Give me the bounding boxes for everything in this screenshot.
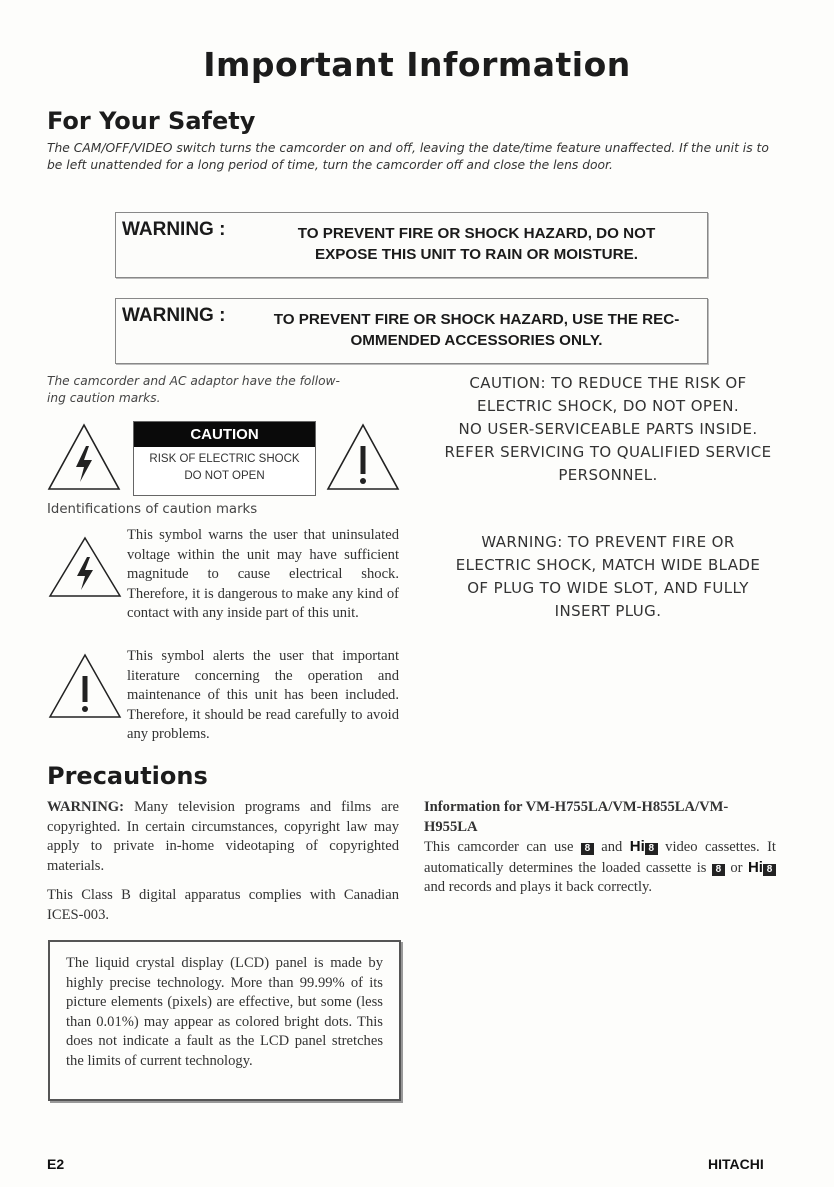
caution-intro-line: The camcorder and AC adaptor have the follow- [47,374,340,388]
hi8-tape-icon: 8 [645,843,658,855]
hi8-tape-icon: 8 [763,864,776,876]
right-caution-block [418,372,798,487]
brand-name: HITACHI [708,1156,764,1172]
copyright-warning-lead: WARNING: [47,799,125,815]
right-warning-line: OF PLUG TO WIDE SLOT, AND FULLY [467,579,749,597]
warning-box-accessories [115,298,708,364]
symbol2-description: This symbol alerts the user that important literature concerning the operation and maintenance of this unit has been included. Therefore, it should be read carefully to avoid any problems. [127,648,399,742]
warning-text [252,223,701,265]
right-caution-line: PERSONNEL. [558,466,658,484]
model-info-text [424,837,776,898]
symbol1-description: This symbol warns the user that uninsulated voltage within the unit may have sufficient magnitude to cause electrical shock. Therefore, it is dangerous to make any kind of contact with any inside part of this unit. [127,527,399,621]
safety-intro: The CAM/OFF/VIDEO switch turns the camcorder on and off, leaving the date/time feature unaffected. If the unit is to be left unattended for a long period of time, turn the camcorder off and close the lens door. [47,141,769,172]
hi8-icon [748,859,776,876]
model-info-part: and records and plays it back correctly. [424,879,652,895]
right-warning-line: ELECTRIC SHOCK, MATCH WIDE BLADE [455,556,761,574]
caution-label [133,421,316,496]
page-title: Important Information [203,45,631,84]
model-info-part: This camcorder can use [424,839,574,855]
lightning-warning-icon [46,422,122,492]
right-caution-line: ELECTRIC SHOCK, DO NOT OPEN. [476,397,740,415]
hi8-icon [630,838,658,855]
safety-heading: For Your Safety [47,107,256,135]
warning-label: WARNING : [122,305,226,326]
caution-label-line: DO NOT OPEN [184,470,265,482]
warning-line: TO PREVENT FIRE OR SHOCK HAZARD, USE THE REC- [273,311,680,328]
copyright-warning-text: Many television programs and films are copyrighted. In certain circumstances, copyright law may apply to private in-home videotaping of copyrighted materials. [47,799,399,874]
warning-line: OMMENDED ACCESSORIES ONLY. [350,332,603,349]
hi8-label: Hi [747,858,763,876]
exclamation-symbol-icon [47,652,123,720]
caution-intro-line: ing caution marks. [47,391,161,405]
copyright-warning [47,798,399,876]
lcd-note-box [48,940,401,1101]
warning-line: TO PREVENT FIRE OR SHOCK HAZARD, DO NOT [297,225,656,242]
right-warning-line: INSERT PLUG. [554,602,662,620]
model-info-heading [424,798,784,837]
caution-label-line: RISK OF ELECTRIC SHOCK [149,453,300,465]
page-number: E2 [47,1156,65,1172]
right-warning-line: WARNING: TO PREVENT FIRE OR [481,533,735,551]
lcd-note-text: The liquid crystal display (LCD) panel is made by highly precise technology. More than 99.99% of its picture elements (pixels) are effective, but some (less than 0.01%) may appear as colored bright dots. This does not indicate a fault as the LCD panel stretches the limits of current technology. [66,955,383,1069]
warning-line: EXPOSE THIS UNIT TO RAIN OR MOISTURE. [315,246,638,263]
model-info-part: and [601,839,623,855]
identifications-heading: Identifications of caution marks [47,502,258,517]
right-warning-block [418,531,798,623]
model-info-heading-line: Information for VM-H755LA/VM-H855LA/VM- [424,799,729,815]
video8-icon: 8 [712,864,725,876]
warning-label: WARNING : [122,219,226,240]
lightning-symbol-icon [47,535,123,599]
model-info-part: or [730,859,743,876]
right-caution-line: CAUTION: TO REDUCE THE RISK OF [469,374,747,392]
caution-label-body [134,447,315,485]
class-b-notice: This Class B digital apparatus complies with Canadian ICES-003. [47,887,399,923]
warning-box-rain [115,212,708,278]
right-caution-line: REFER SERVICING TO QUALIFIED SERVICE [444,443,772,461]
model-info-part: video cassettes. It automatically determines the loaded cassette is [424,839,776,876]
precautions-heading: Precautions [47,762,208,790]
caution-marks-intro [47,373,407,407]
caution-label-head: CAUTION [134,422,315,447]
right-caution-line: NO USER-SERVICEABLE PARTS INSIDE. [458,420,758,438]
video8-icon: 8 [581,843,594,855]
warning-text [252,309,701,351]
hi8-label: Hi [629,838,645,855]
model-info-heading-line: H955LA [424,818,478,835]
exclamation-warning-icon [325,422,401,492]
